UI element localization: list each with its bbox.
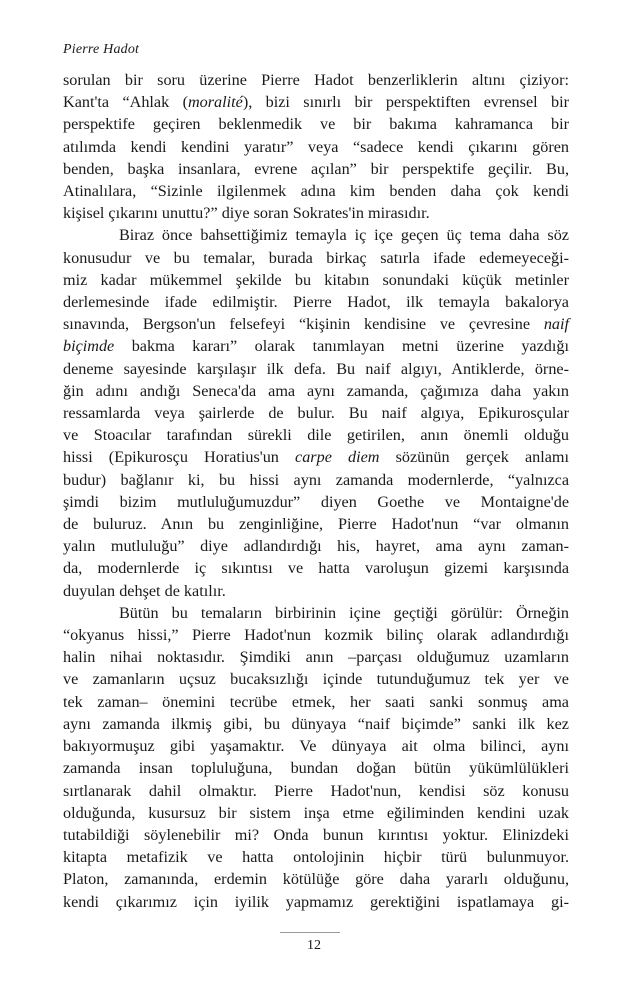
text-line: konusudur ve bu temalar, burada birkaç satırla ifade edemeyeceği- (63, 248, 569, 267)
text-line: şimdi bizim mutluluğumuzdur” diyen Goethe ve Montaigne'de (63, 492, 569, 511)
text-line: sorulan bir soru üzerine Pierre Hadot benzerliklerin altını çiziyor: (63, 71, 569, 89)
text-line: zamanda insan topluluğuna, bundan doğan bütün yükümlülükleri (63, 759, 569, 778)
italic-term: carpe diem (295, 448, 380, 467)
text-line: deneme sayesinde karşılaşır ilk defa. Bu naif algıyı, Antiklerde, örne- (63, 359, 569, 378)
text-line: halin nihai noktasıdır. Şimdiki anın –parçası olduğumuz uzamların (63, 648, 569, 667)
text-line: da, modernlerde iç sıkıntısı ve hatta varoluşun gizemi karşısında (63, 559, 569, 578)
text-line: kendi çıkarımız için iyilik yapmamız gerektiğini ispatlamaya gi- (63, 892, 569, 911)
text-line: Atinalılara, “Sizinle ilgilenmek adına kim benden daha çok kendi (63, 182, 569, 201)
text-line: miz kadar mükemmel şekilde bu kitabın sonundaki küçük metinler (63, 270, 569, 289)
text-line: Bütün bu temaların birbirinin içine geçtiği görülür: Örneğin (119, 603, 569, 622)
text-line: Kant'ta “Ahlak (moralité), bizi sınırlı bir perspektiften evrensel bir (63, 93, 569, 112)
text-line: Platon, zamanında, erdemin kötülüğe göre daha yararlı olduğunu, (63, 870, 569, 889)
running-head: Pierre Hadot (63, 42, 140, 57)
text-line: biçimde bakma kararı” olarak tanımlayan metni üzerine yazdığı (63, 337, 569, 356)
text-line: kişisel çıkarını unuttu?” diye soran Sokrates'in mirasıdır. (63, 204, 430, 223)
text-line: olduğunda, kusursuz bir sistem inşa etme eğiliminden kendini uzak (63, 803, 569, 822)
text-line: ve Stoacılar tarafından sürekli dile getirilen, anın önemli olduğu (63, 426, 569, 445)
text-line: sınavında, Bergson'un felsefeyi “kişinin kendisine ve çevresine naif (63, 315, 569, 334)
text-line: ve zamanların uçsuz bucaksızlığı içinde tutunduğumuz tek yer ve (63, 670, 569, 689)
italic-term: moralité (187, 93, 243, 112)
body-text (63, 69, 569, 913)
page-number: 12 (307, 938, 321, 953)
italic-term: biçimde (63, 337, 115, 356)
italic-term: naif (543, 315, 569, 334)
text-line: kitapta metafizik ve hatta ontolojinin hiçbir türü bulunmuyor. (63, 848, 569, 867)
text-line: yalın mutluluğu” diye adlandırdığı his, hayret, ama aynı zaman- (63, 537, 569, 556)
page-number-rule (280, 932, 340, 933)
text-line: derlemesinde ifade edilmiştir. Pierre Hadot, ilk temayla bakalorya (63, 293, 569, 312)
text-line: sırtlanarak dahil olmaktır. Pierre Hadot'nun, kendisi söz konusu (63, 781, 569, 800)
text-line: de buluruz. Anın bu zenginliğine, Pierre Hadot'nun “var olmanın (63, 515, 569, 534)
text-line: ğin adını andığı Seneca'da ama aynı zamanda, çağımıza daha yakın (63, 381, 569, 400)
text-line: tutabildiği söylenebilir mi? Onda bunun kırıntısı yoktur. Elinizdeki (63, 825, 569, 844)
text-line: tek zaman– önemini tecrübe etmek, her saati sanki sonmuş ama (63, 692, 569, 711)
text-line: aynı zamanda ilkmiş gibi, bu dünyaya “naif biçimde” sanki ilk kez (63, 714, 569, 733)
text-line: atılımda kendi kendini yaratır” veya “sadece kendi çıkarını gören (63, 137, 569, 156)
text-line: “okyanus hissi,” Pierre Hadot'nun kozmik bilinç olarak adlandırdığı (63, 626, 569, 645)
text-line: hissi (Epikurosçu Horatius'un carpe diem sözünün gerçek anlamı (63, 448, 569, 467)
text-line: ressamlarda veya şairlerde de bulur. Bu naif algıya, Epikurosçular (63, 404, 569, 423)
text-line: budur) bağlanır ki, bu hissi aynı zamanda modernlerde, “yalnızca (63, 470, 569, 489)
text-line: benden, başka insanlara, evrene açılan” bir perspektife geçilir. Bu, (63, 159, 569, 178)
text-line: perspektife geçiren beklenmedik ve bir bakıma kahramanca bir (63, 115, 569, 134)
text-line: Biraz önce bahsettiğimiz temayla iç içe geçen üç tema daha söz (119, 226, 569, 245)
text-line: bakıyormuşuz gibi yaşamaktır. Ve dünyaya ait olma bilinci, aynı (63, 737, 569, 756)
text-line: duyulan dehşet de katılır. (63, 581, 226, 600)
